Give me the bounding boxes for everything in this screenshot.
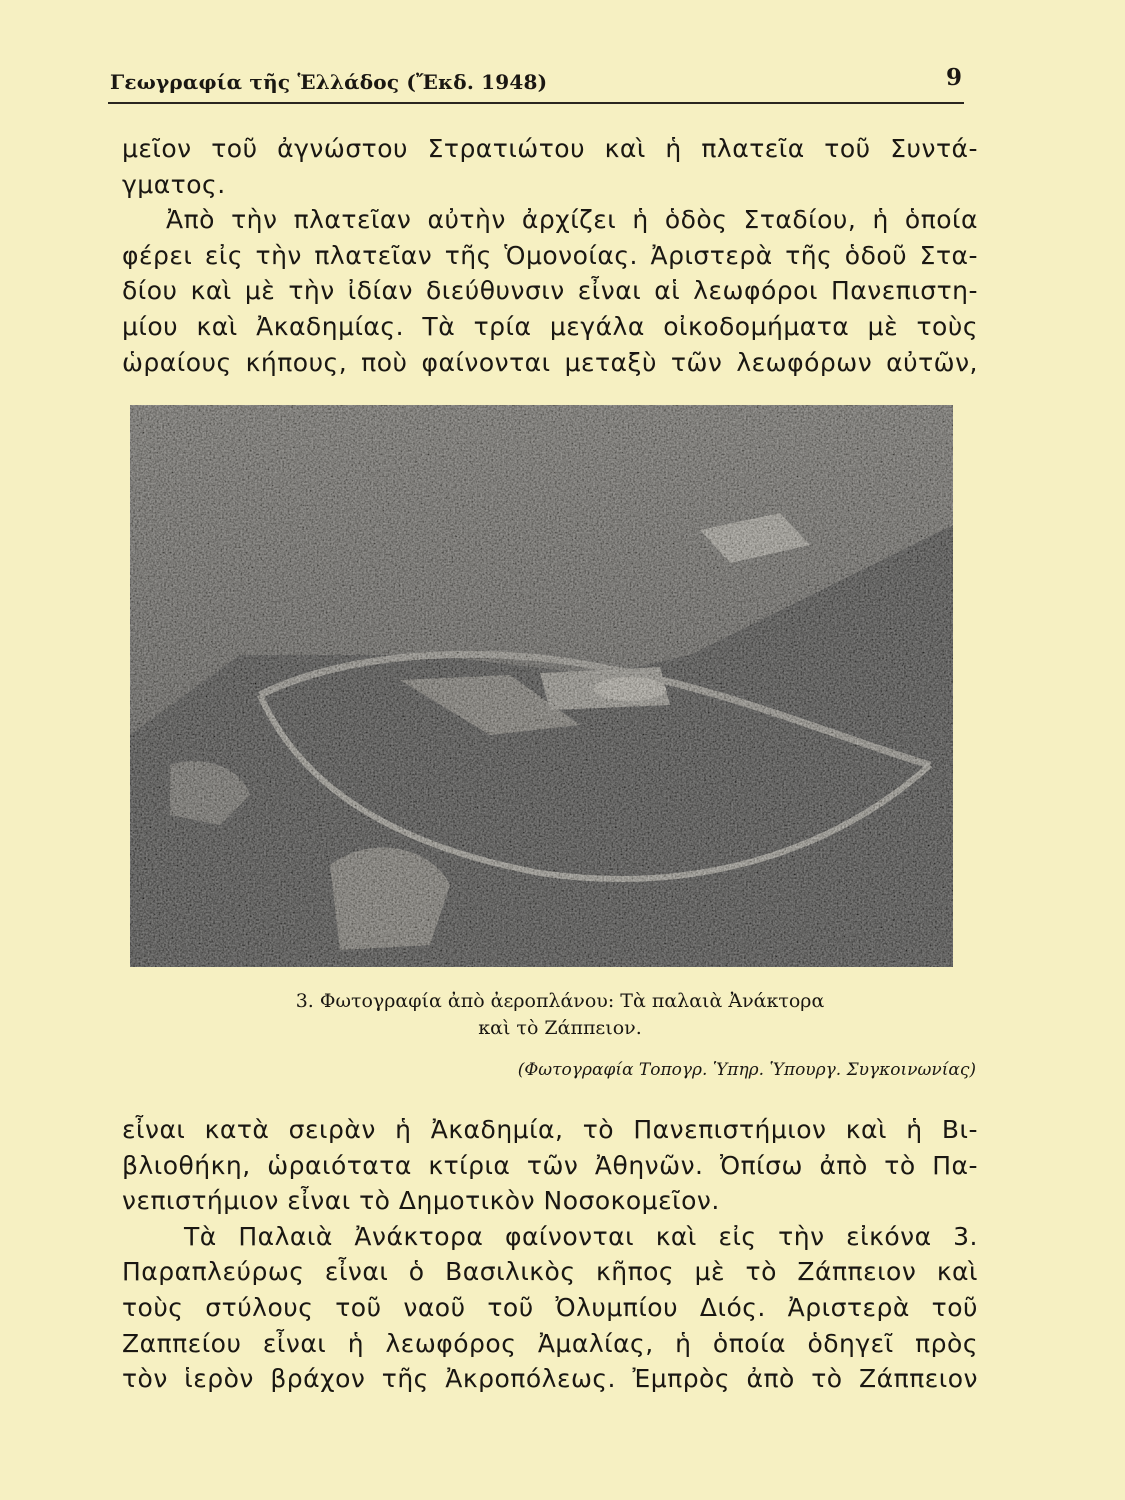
text-line: γματος. (122, 169, 226, 199)
text-line: δίου καὶ μὲ τὴν ἰδίαν διεύθυνσιν εἶναι αἱ λεωφόροι Πανεπιστη- (122, 276, 978, 306)
text-line: τὸν ἱερὸν βράχον τῆς Ἀκροπόλεως. Ἐμπρὸς ἀπὸ τὸ Ζάππειον (122, 1364, 978, 1394)
text-line: μίου καὶ Ἀκαδημίας. Τὰ τρία μεγάλα οἰκοδομήματα μὲ τοὺς (122, 311, 978, 341)
running-title: Γεωγραφία τῆς Ἑλλάδος (Ἔκδ. 1948) (110, 70, 548, 94)
text-line: μεῖον τοῦ ἀγνώστου Στρατιώτου καὶ ἡ πλατεῖα τοῦ Συντά- (122, 134, 978, 163)
text-line: βλιοθήκη, ὡραιότατα κτίρια τῶν Ἀθηνῶν. Ὀπίσω ἀπὸ τὸ Πα- (122, 1150, 978, 1180)
text-line: Ἀπὸ τὴν πλατεῖαν αὐτὴν ἀρχίζει ἡ ὁδὸς Σταδίου, ἡ ὁποία (166, 205, 978, 235)
figure-caption-line2: καὶ τὸ Ζάππειον. (478, 1017, 642, 1039)
figure-caption-line1: 3. Φωτογραφία ἀπὸ ἀεροπλάνου: Τὰ παλαιὰ Ἀνάκτορα (295, 990, 825, 1012)
paragraph-top (122, 131, 978, 380)
text-line: τοὺς στύλους τοῦ ναοῦ τοῦ Ὀλυμπίου Διός. Ἀριστερὰ τοῦ (122, 1292, 978, 1322)
running-header (108, 62, 964, 104)
aerial-photo-illustration (130, 405, 953, 967)
text-line: φέρει εἰς τὴν πλατεῖαν τῆς Ὁμονοίας. Ἀριστερὰ τῆς ὁδοῦ Στα- (122, 240, 978, 270)
photo-credit: (Φωτογραφία Τοπογρ. Ὑπηρ. Ὑπουργ. Συγκοινωνίας) (517, 1060, 976, 1080)
photo-grain (130, 405, 953, 967)
text-line: νεπιστήμιον εἶναι τὸ Δημοτικὸν Νοσοκομεῖον. (122, 1186, 720, 1216)
text-line: Τὰ Παλαιὰ Ἀνάκτορα φαίνονται καὶ εἰς τὴν εἰκόνα 3. (184, 1221, 978, 1251)
paragraph-bottom (122, 1112, 978, 1397)
text-line: ὡραίους κήπους, ποὺ φαίνονται μεταξὺ τῶν λεωφόρων αὐτῶν, (122, 347, 978, 377)
page-number: 9 (945, 64, 962, 91)
text-line: Ζαππείου εἶναι ἡ λεωφόρος Ἀμαλίας, ἡ ὁποία ὁδηγεῖ πρὸς (122, 1328, 978, 1358)
text-line: εἶναι κατὰ σειρὰν ἡ Ἀκαδημία, τὸ Πανεπιστήμιον καὶ ἡ Βι- (122, 1115, 978, 1144)
aerial-photograph (130, 405, 953, 967)
text-line: Παραπλεύρως εἶναι ὁ Βασιλικὸς κῆπος μὲ τὸ Ζάππειον καὶ (122, 1257, 978, 1287)
